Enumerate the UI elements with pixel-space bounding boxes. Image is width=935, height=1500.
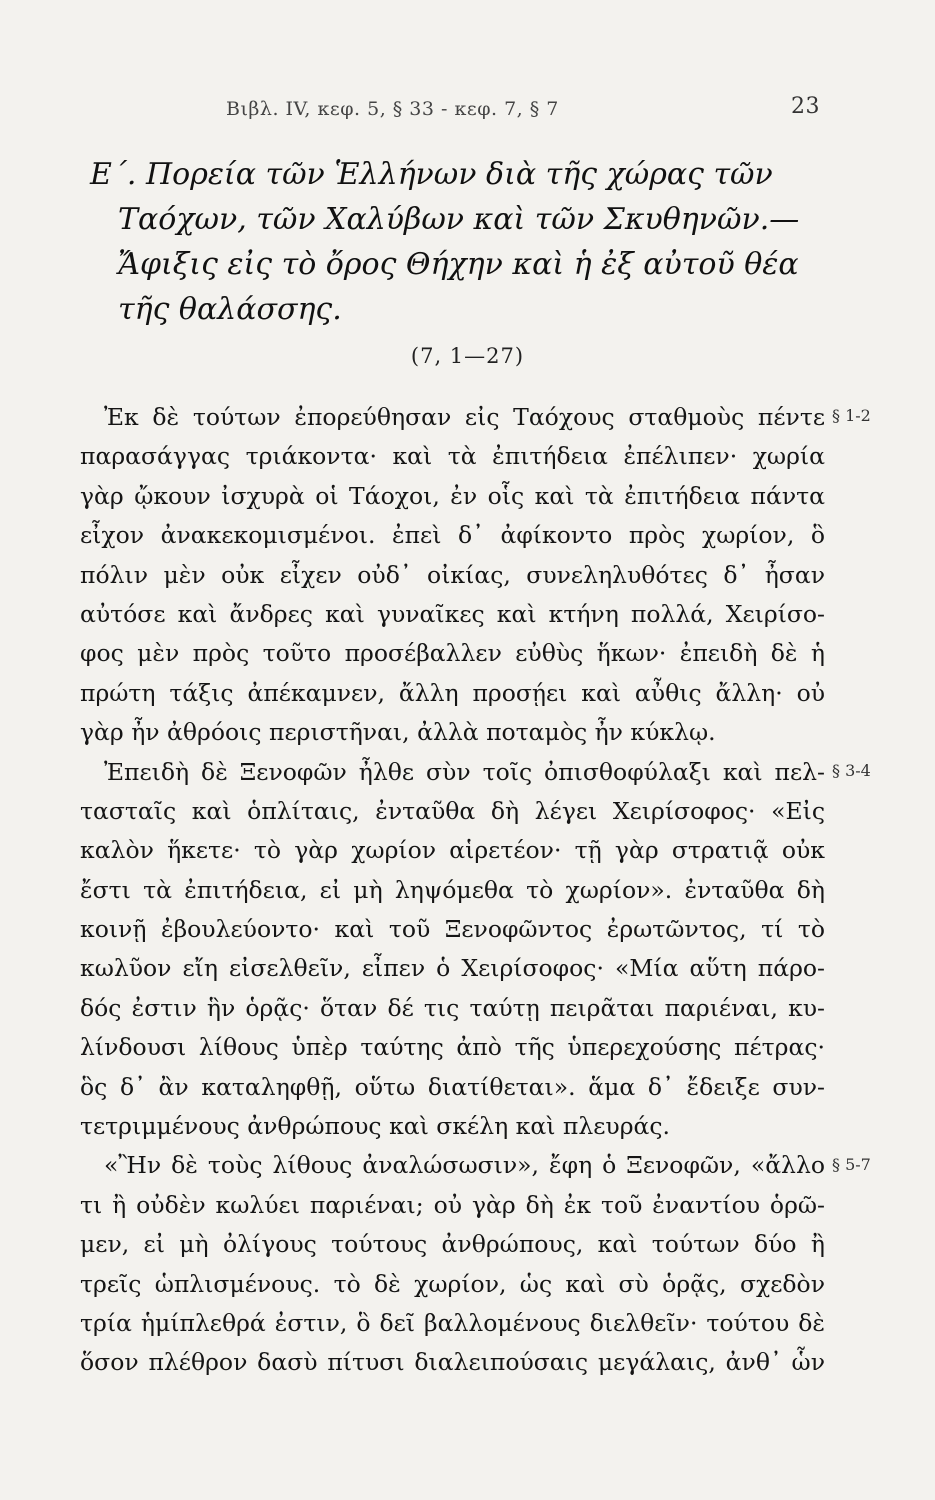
margin-note: § 1-2 [832, 406, 871, 425]
text-line: πρώτη τάξις ἀπέκαμνεν, ἄλλη προσῄει καὶ αὖθις ἄλλη· οὐ [80, 678, 825, 707]
text-line: τρεῖς ὡπλισμένους. τὸ δὲ χωρίον, ὡς καὶ σὺ ὁρᾷς, σχεδὸν [80, 1269, 825, 1298]
text-line: Ἐκ δὲ τούτων ἐπορεύθησαν εἰς Ταόχους σταθμοὺς πέντε [104, 403, 825, 431]
text-line: τετριμμένους ἀνθρώπους καὶ σκέλη καὶ πλευράς. [80, 1112, 671, 1141]
margin-note: § 5-7 [832, 1154, 871, 1174]
text-line: κοινῇ ἐβουλεύοντο· καὶ τοῦ Ξενοφῶντος ἐρωτῶντος, τί τὸ [80, 915, 825, 944]
text-line: τρία ἡμίπλεθρά ἐστιν, ὃ δεῖ βαλλομένους διελθεῖν· τούτου δὲ [80, 1308, 825, 1337]
section-title-line: τῆς θαλάσσης. [118, 292, 342, 327]
chapter-reference: (7, 1—27) [410, 344, 525, 368]
text-line: φος μὲν πρὸς τοῦτο προσέβαλλεν εὐθὺς ἥκων· ἐπειδὴ δὲ ἡ [80, 639, 825, 668]
text-line: ἔστι τὰ ἐπιτήδεια, εἰ μὴ ληψόμεθα τὸ χωρίον». ἐνταῦθα δὴ [80, 875, 825, 904]
page-number: 23 [791, 94, 820, 119]
text-line: «Ἢν δὲ τοὺς λίθους ἀναλώσωσιν», ἔφη ὁ Ξενοφῶν, «ἄλλο [104, 1151, 825, 1180]
section-title-line: Ε΄. Πορεία τῶν Ἑλλήνων διὰ τῆς χώρας τῶν [90, 157, 773, 192]
section-title [90, 152, 850, 332]
section-title-line: Ταόχων, τῶν Χαλύβων καὶ τῶν Σκυθηνῶν.— [118, 202, 800, 237]
text-line: τι ἢ οὐδὲν κωλύει παριέναι; οὐ γὰρ δὴ ἐκ τοῦ ἐναντίου ὁρῶ- [80, 1190, 825, 1219]
text-line: παρασάγγας τριάκοντα· καὶ τὰ ἐπιτήδεια ἐπέλιπεν· χωρία [80, 442, 825, 471]
text-line: εἶχον ἀνακεκομισμένοι. ἐπεὶ δ᾽ ἀφίκοντο πρὸς χωρίον, ὃ [80, 521, 825, 550]
text-line: γὰρ ἦν ἀθρόοις περιστῆναι, ἀλλὰ ποταμὸς ἦν κύκλῳ. [80, 718, 716, 747]
text-line: λίνδουσι λίθους ὑπὲρ ταύτης ἀπὸ τῆς ὑπερεχούσης πέτρας· [80, 1033, 825, 1062]
text-line: πόλιν μὲν οὐκ εἶχεν οὐδ᾽ οἰκίας, συνεληλυθότες δ᾽ ἦσαν [80, 560, 825, 589]
text-line: δός ἐστιν ἣν ὁρᾷς· ὅταν δέ τις ταύτῃ πειρᾶται παριέναι, κυ- [80, 993, 825, 1022]
text-line: Ἐπειδὴ δὲ Ξενοφῶν ἦλθε σὺν τοῖς ὀπισθοφύλαξι καὶ πελ- [104, 757, 825, 786]
text-line: γὰρ ᾤκουν ἰσχυρὰ οἱ Τάοχοι, ἐν οἷς καὶ τὰ ἐπιτήδεια πάντα [80, 481, 825, 510]
text-line: ὃς δ᾽ ἂν καταληφθῇ, οὕτω διατίθεται». ἅμα δ᾽ ἔδειξε συν- [80, 1072, 825, 1101]
text-line: κωλῦον εἴη εἰσελθεῖν, εἶπεν ὁ Χειρίσοφος· «Μία αὕτη πάρο- [80, 954, 825, 983]
text-line: καλὸν ἥκετε· τὸ γὰρ χωρίον αἱρετέον· τῇ γὰρ στρατιᾷ οὐκ [80, 836, 825, 865]
body-text [80, 398, 825, 1383]
running-title: Βιβλ. IV, κεφ. 5, § 33 - κεφ. 7, § 7 [226, 98, 559, 120]
text-line: μεν, εἰ μὴ ὀλίγους τούτους ἀνθρώπους, καὶ τούτων δύο ἢ [80, 1230, 825, 1259]
margin-note: § 3-4 [832, 760, 871, 780]
section-title-line: Ἄφιξις εἰς τὸ ὄρος Θήχην καὶ ἡ ἐξ αὐτοῦ θέα [118, 247, 799, 282]
text-line: αὐτόσε καὶ ἄνδρες καὶ γυναῖκες καὶ κτήνη πολλά, Χειρίσο- [80, 599, 825, 628]
text-line: ὅσον πλέθρον δασὺ πίτυσι διαλειπούσαις μεγάλαις, ἀνθ᾽ ὧν [80, 1348, 825, 1377]
text-line: τασταῖς καὶ ὁπλίταις, ἐνταῦθα δὴ λέγει Χειρίσοφος· «Εἰς [80, 796, 825, 825]
